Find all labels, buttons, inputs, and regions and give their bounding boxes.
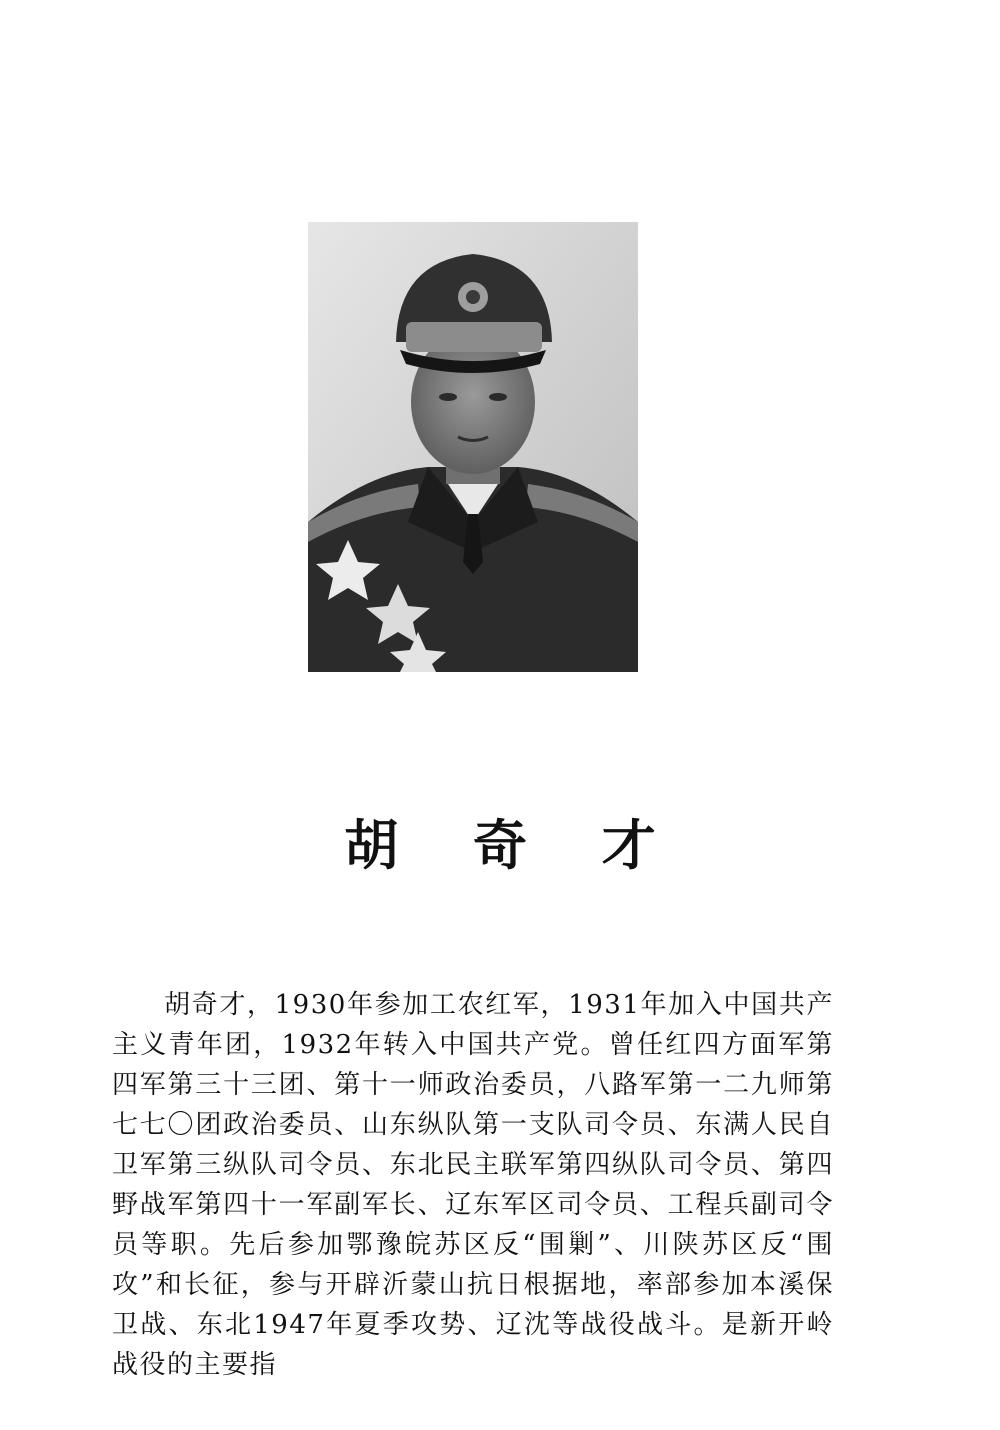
biography-paragraph: 胡奇才，1930年参加工农红军，1931年加入中国共产主义青年团，1932年转入中国共产党。曾任红四方面军第四军第三十三团、第十一师政治委员，八路军第一二九师第七七〇团政治委员、山东纵队第一支队司令员、东满人民自卫军第三纵队司令员、东北民主联军第四纵队司令员、第四野战军第四十一军副军长、辽东军区司令员、工程兵副司令员等职。先后参加鄂豫皖苏区反“围剿”、川陕苏区反“围攻”和长征，参与开辟沂蒙山抗日根据地，率部参加本溪保卫战、东北1947年夏季攻势、辽沈等战役战斗。是新开岭战役的主要指 bbox=[112, 990, 834, 1380]
person-name-heading: 胡 奇 才 bbox=[344, 813, 684, 877]
portrait-photo bbox=[308, 222, 638, 672]
portrait-illustration bbox=[308, 222, 638, 672]
